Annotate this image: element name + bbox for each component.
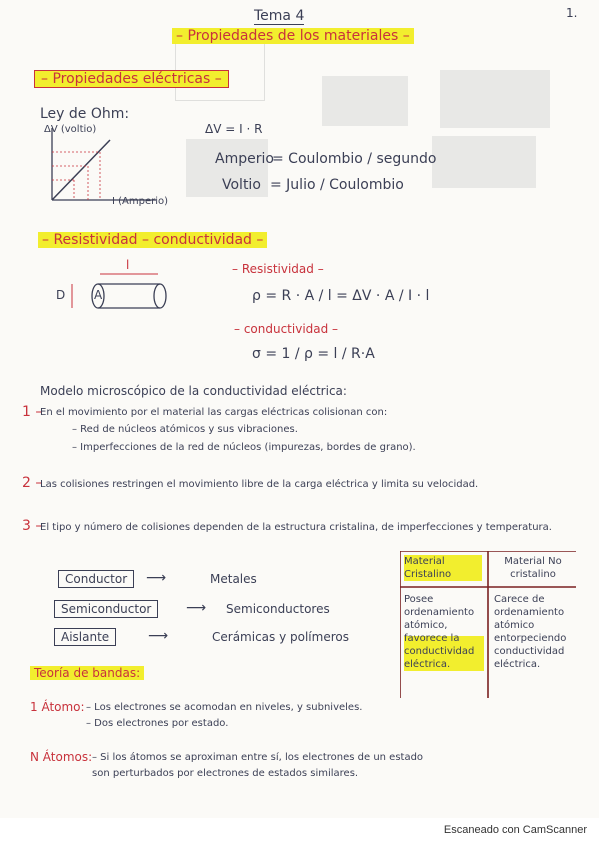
x-axis-label: I (Amperio) — [112, 196, 169, 207]
material-type-conductor: Conductor — [58, 570, 134, 588]
cylinder-diagram — [50, 262, 190, 322]
table-body-no-cristalino: Carece de ordenamiento atómico entorpeciendo conductividad eléctrica. — [494, 594, 567, 670]
y-axis-label: ΔV (voltio) — [44, 124, 97, 135]
dim-D: D — [56, 288, 66, 302]
natomos-label: N Átomos: — [30, 750, 93, 764]
material-example-conductor: Metales — [210, 572, 257, 586]
item3-number: 3 – — [22, 518, 43, 534]
ohm-title: Ley de Ohm: — [40, 106, 130, 122]
scanner-footer — [0, 818, 599, 848]
atomo-line1: – Los electrones se acomodan en niveles, y subniveles. — [86, 702, 363, 713]
page-number: 1. — [566, 6, 578, 20]
natomos-line1: – Si los átomos se aproximan entre sí, los electrones de un estado — [92, 752, 424, 763]
page-title: – Propiedades de los materiales – — [172, 28, 414, 44]
voltio-label: Voltio — [222, 177, 261, 193]
item1-number: 1 – — [22, 404, 43, 420]
material-example-semiconductor: Semiconductores — [226, 602, 330, 616]
arrow-icon: ⟶ — [148, 628, 169, 644]
dim-A: A — [94, 288, 103, 302]
section-heading-resistividad: – Resistividad – conductividad – — [38, 232, 267, 248]
material-type-aislante: Aislante — [54, 628, 116, 646]
bleed-box-5 — [432, 136, 536, 188]
item1-text: En el movimiento por el material las cargas eléctricas colisionan con: — [40, 407, 388, 418]
conductividad-label: – conductividad – — [234, 322, 339, 336]
amperio-value: = Coulombio / segundo — [272, 151, 437, 167]
comparison-table — [400, 551, 576, 698]
natomos-line2: son perturbados por electrones de estados similares. — [92, 768, 359, 779]
table-body-cristalino: Posee ordenamiento atómico, favorece la conductividad eléctrica. — [404, 593, 484, 671]
item3-text: El tipo y número de colisiones dependen de la estructura cristalina, de imperfecciones y temperatura. — [40, 522, 552, 533]
amperio-label: Amperio — [215, 151, 274, 167]
material-type-semiconductor: Semiconductor — [54, 600, 158, 618]
item2-text: Las colisiones restringen el movimiento libre de la carga eléctrica y limita su velocidad. — [40, 479, 479, 490]
bleed-box-2 — [322, 76, 408, 126]
arrow-icon: ⟶ — [146, 570, 167, 586]
voltio-value: = Julio / Coulombio — [270, 177, 404, 193]
item2-number: 2 – — [22, 475, 43, 491]
table-header-no-cristalino: Material No cristalino — [504, 556, 562, 580]
item1-sub1: – Red de núcleos atómicos y sus vibraciones. — [72, 424, 298, 435]
resistividad-label: – Resistividad – — [232, 262, 324, 276]
atomo-label: 1 Átomo: — [30, 700, 85, 714]
watermark-text: Escaneado con CamScanner — [443, 824, 587, 836]
atomo-line2: – Dos electrones por estado. — [86, 718, 229, 729]
material-example-aislante: Cerámicas y polímeros — [212, 630, 349, 644]
conductividad-formula: σ = 1 / ρ = l / R·A — [252, 346, 375, 362]
modelo-title: Modelo microscópico de la conductividad eléctrica: — [40, 384, 347, 398]
section-heading-electric: – Propiedades eléctricas – — [34, 70, 229, 88]
bleed-box-3 — [440, 70, 550, 128]
ohm-formula: ΔV = I · R — [205, 122, 263, 136]
table-header-cristalino: Material Cristalino — [404, 555, 482, 581]
tema-label: Tema 4 — [254, 8, 305, 24]
arrow-icon: ⟶ — [186, 600, 207, 616]
resistividad-formula: ρ = R · A / l = ΔV · A / I · l — [252, 288, 430, 304]
dim-l: l — [126, 258, 130, 272]
item1-sub2: – Imperfecciones de la red de núcleos (impurezas, bordes de grano). — [72, 442, 416, 453]
bandas-heading: Teoría de bandas: — [30, 666, 144, 680]
